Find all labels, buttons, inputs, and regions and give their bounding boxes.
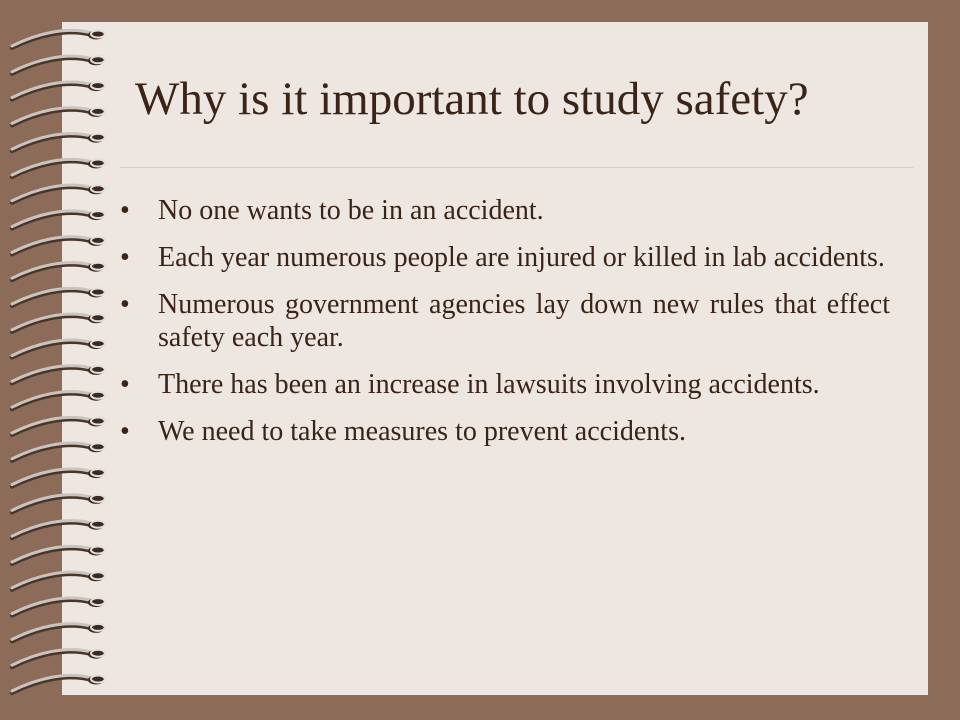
- binding-coil: [12, 263, 105, 281]
- spiral-binding-icon: [8, 24, 112, 704]
- binding-coil: [12, 30, 105, 48]
- binding-coil: [12, 546, 105, 564]
- binding-coil: [12, 650, 105, 668]
- binding-coil: [12, 598, 105, 616]
- binding-coil: [12, 392, 105, 410]
- binding-coil: [12, 237, 105, 255]
- binding-coil: [12, 288, 105, 306]
- binding-coil: [12, 56, 105, 74]
- binding-coil: [12, 185, 105, 203]
- binding-coil: [12, 495, 105, 513]
- bullet-list: [120, 194, 890, 462]
- binding-coil: [12, 82, 105, 100]
- binding-coil: [12, 108, 105, 126]
- binding-coil: [12, 521, 105, 539]
- bullet-item: • Numerous government agencies lay down new rules that effect safety each year.: [120, 288, 890, 354]
- bullet-item: • Each year numerous people are injured or killed in lab accidents.: [120, 241, 890, 274]
- binding-coil: [12, 340, 105, 358]
- bullet-item: • We need to take measures to prevent accidents.: [120, 415, 890, 448]
- binding-coil: [12, 624, 105, 642]
- slide-title: Why is it important to study safety?: [135, 73, 809, 125]
- binding-coil: [12, 469, 105, 487]
- binding-coil: [12, 134, 105, 152]
- title-divider: [120, 167, 913, 168]
- binding-coil: [12, 159, 105, 177]
- binding-coil: [12, 572, 105, 590]
- binding-coil: [12, 417, 105, 435]
- binding-coil: [12, 675, 105, 693]
- binding-coil: [12, 366, 105, 384]
- binding-coil: [12, 443, 105, 461]
- binding-coil: [12, 211, 105, 229]
- bullet-item: • There has been an increase in lawsuits involving accidents.: [120, 368, 890, 401]
- bullet-item: • No one wants to be in an accident.: [120, 194, 890, 227]
- binding-coil: [12, 314, 105, 332]
